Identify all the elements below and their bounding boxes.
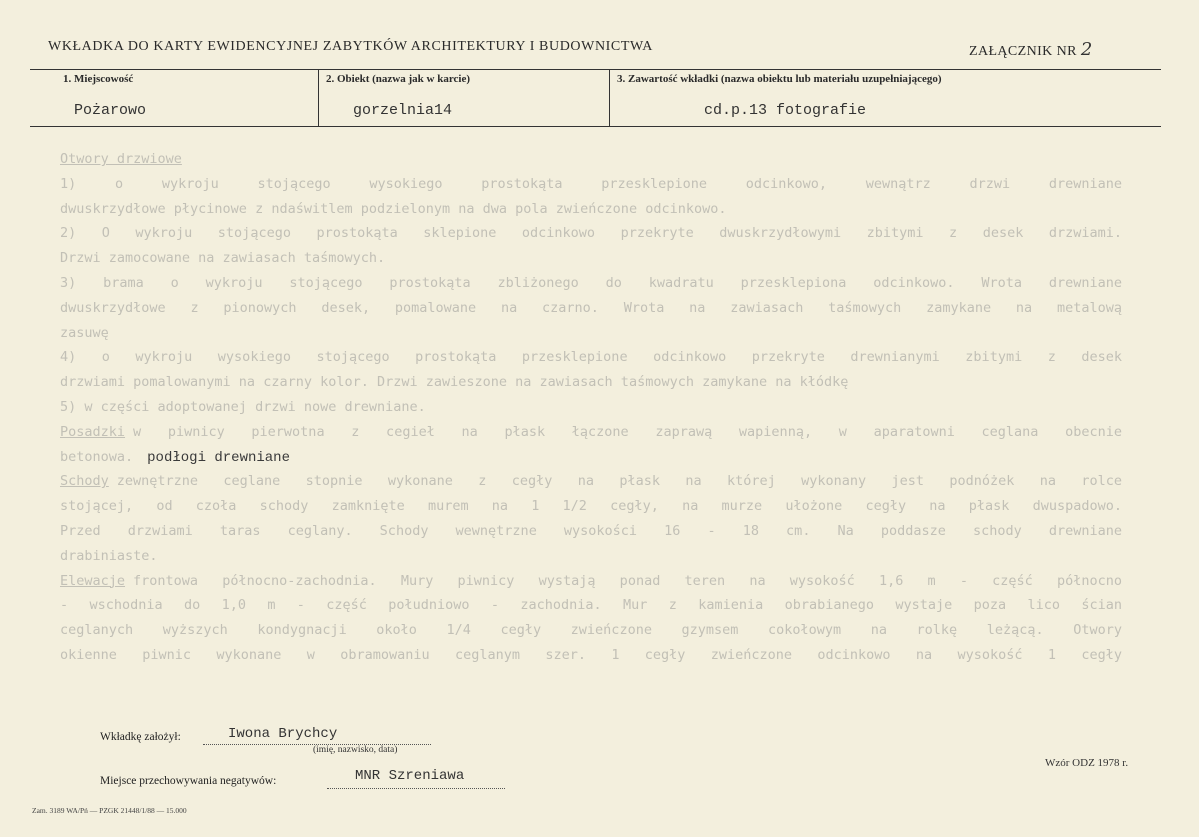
text-line: okienne piwnic wykonane w obramowaniu ceglanym szer. 1 cegły zwieńczone odcinkowo na wysokość 1 cegły <box>60 646 1122 663</box>
text-line <box>60 420 1122 445</box>
text-line: dwuskrzydłowe z pionowych desek, pomalowane na czarno. Wrota na zawiasach taśmowych zamykane na metalową <box>60 299 1122 316</box>
attachment-number <box>969 39 1093 60</box>
floors-text: w piwnicy pierwotna z cegieł na płask łączone zaprawą wapienną, w aparatowni ceglana obecnie <box>133 423 1122 440</box>
text-line: 4) o wykroju wysokiego stojącego prostokąta przesklepione odcinkowo przekryte drewnianymi zbitymi z desek <box>60 349 1122 366</box>
column-divider-2 <box>609 69 610 126</box>
section-heading-doors: Otwory drzwiowe <box>60 151 182 167</box>
text-line: ceglanych wyższych kondygnacji około 1/4 cegły zwieńczone gzymsem cokołowym na rolkę leżącą. Otwory <box>60 622 1122 639</box>
header-bottom-rule <box>30 126 1161 127</box>
header-top-rule <box>30 69 1161 70</box>
author-label: Wkładkę założył: <box>100 731 181 743</box>
handwritten-note: podłogi drewniane <box>147 449 290 466</box>
section-heading-elevations: Elewacje <box>60 572 126 589</box>
text-line <box>60 569 1122 594</box>
attachment-number-value: 2 <box>1080 39 1093 60</box>
negatives-value: MNR Szreniawa <box>355 768 465 784</box>
form-title: WKŁADKA DO KARTY EWIDENCYJNEJ ZABYTKÓW ARCHITEKTURY I BUDOWNICTWA <box>48 39 653 54</box>
text-line: 3) brama o wykroju stojącego prostokąta zbliżonego do kwadratu przesklepiona odcinkowo. Wrota drewniane <box>60 274 1122 291</box>
text-line: dwuskrzydłowe płycinowe z ndaświtlem podzielonym na dwa pola zwieńczone odcinkowo. <box>60 200 727 217</box>
section-heading-stairs: Schody <box>60 473 109 490</box>
object-value: gorzelnia14 <box>353 102 453 119</box>
place-value: Pożarowo <box>74 102 147 119</box>
text-line: - wschodnia do 1,0 m - część południowo - zachodnia. Mur z kamienia obrabianego wystaje poza lico ścian <box>60 597 1122 614</box>
content-label: 3. Zawartość wkładki (nazwa obiektu lub materiału uzupełniającego) <box>617 73 942 85</box>
negatives-label: Miejsce przechowywania negatywów: <box>100 775 277 787</box>
object-label: 2. Obiekt (nazwa jak w karcie) <box>326 73 471 85</box>
section-heading-floors: Posadzki <box>60 423 126 440</box>
text-line: drzwiami pomalowanymi na czarny kolor. Drzwi zawieszone na zawiasach taśmowych zamykane na kłódkę <box>60 374 849 391</box>
floors-text-end: betonowa. <box>60 448 134 465</box>
elevations-text: frontowa północno-zachodnia. Mury piwnicy wystają ponad teren na wysokość 1,6 m - część północno <box>133 572 1122 589</box>
author-value: Iwona Brychcy <box>228 726 338 742</box>
text-line: Przed drzwiami taras ceglany. Schody wewnętrzne wysokości 16 - 18 cm. Na poddasze schody drewniane <box>60 522 1122 539</box>
text-line <box>60 445 1122 470</box>
column-divider-1 <box>318 69 319 126</box>
stairs-text: zewnętrzne ceglane stopnie wykonane z cegły na płask na której wykonany jest podnóżek na rolce <box>116 473 1122 490</box>
text-line: zasuwę <box>60 324 109 341</box>
text-line: Drzwi zamocowane na zawiasach taśmowych. <box>60 250 386 267</box>
form-model: Wzór ODZ 1978 r. <box>1045 757 1129 769</box>
text-line <box>60 469 1122 494</box>
place-label: 1. Miejscowość <box>63 73 134 85</box>
text-line: 1) o wykroju stojącego wysokiego prostokąta przesklepione odcinkowo, wewnątrz drzwi drewniane <box>60 175 1122 192</box>
attachment-label: ZAŁĄCZNIK NR <box>969 44 1077 59</box>
print-order: Zam. 3189 WA/Pń — PZGK 21448/1/88 — 15.000 <box>32 806 187 815</box>
text-line: stojącej, od czoła schody zamknięte murem na 1 1/2 cegły, na murze ułożone cegły na płask dwuspadowo. <box>60 498 1122 515</box>
author-sub-label: (imię, nazwisko, data) <box>313 745 398 755</box>
text-line: 2) O wykroju stojącego prostokąta sklepione odcinkowo przekryte dwuskrzydłowymi zbitymi z desek drzwiami. <box>60 225 1122 242</box>
negatives-line <box>327 788 505 789</box>
text-line: drabiniaste. <box>60 547 158 564</box>
description-text <box>60 147 1122 668</box>
text-line: 5) w części adoptowanej drzwi nowe drewniane. <box>60 398 426 415</box>
content-value: cd.p.13 fotografie <box>704 102 867 119</box>
